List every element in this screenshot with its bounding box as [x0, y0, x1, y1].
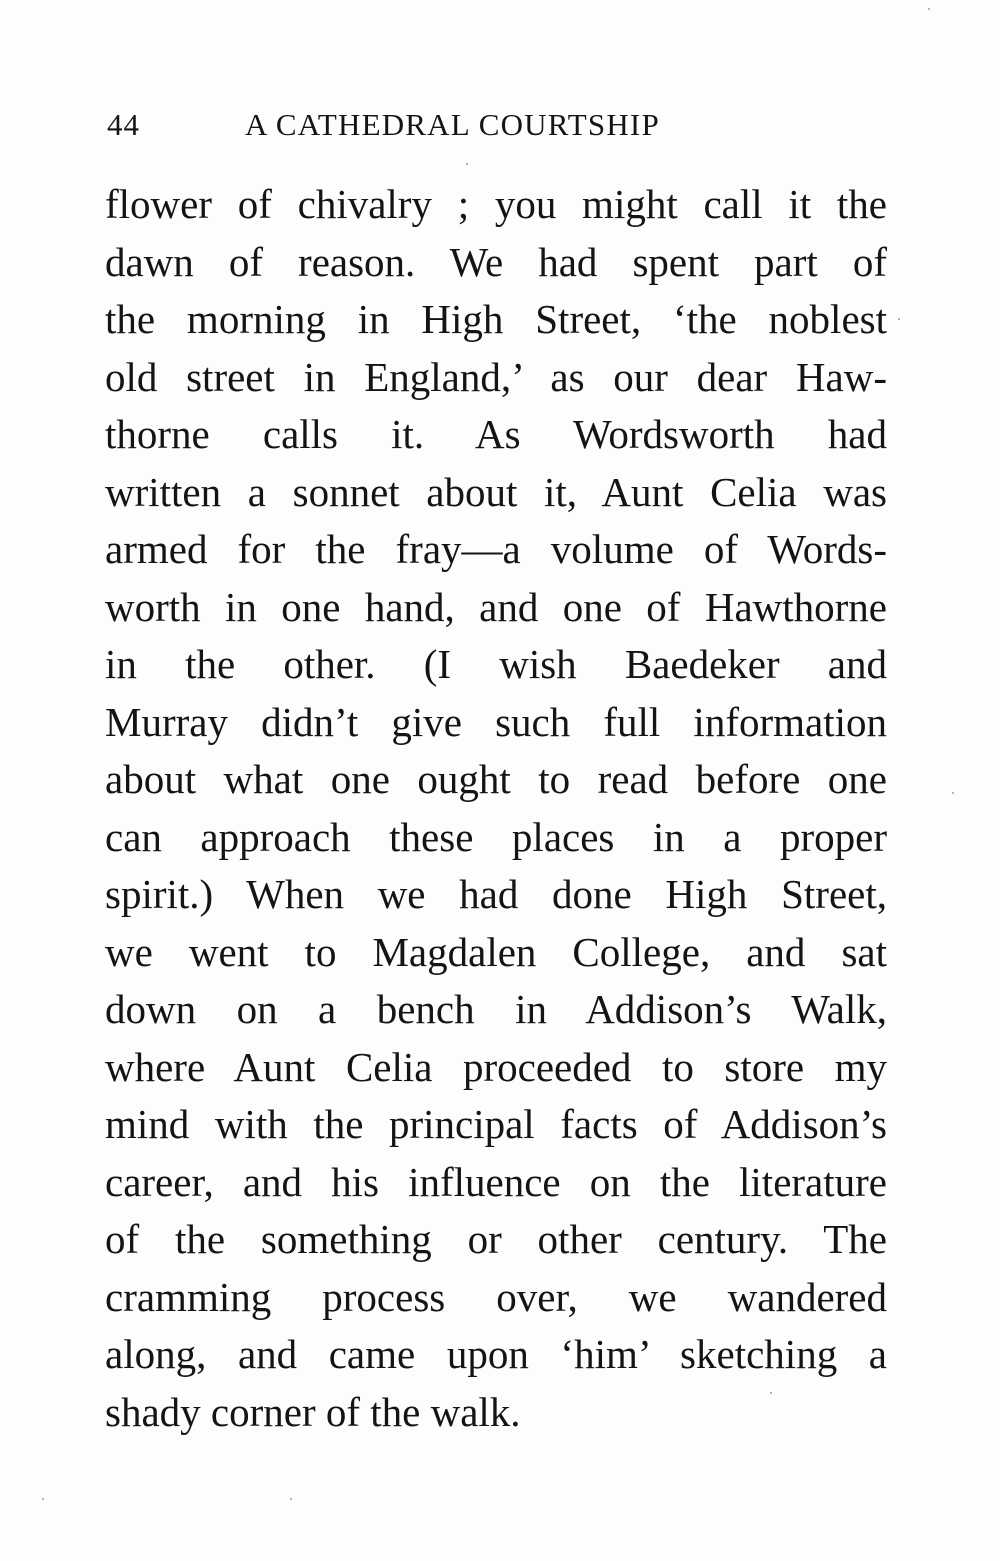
text-line: about what one ought to read before one: [105, 756, 887, 802]
text-line: spirit.) When we had done High Street,: [105, 871, 887, 917]
text-line: thorne calls it. As Wordsworth had: [105, 411, 887, 457]
text-line: of the something or other century. The: [105, 1216, 887, 1262]
running-head: [107, 100, 887, 150]
scan-speck: [928, 8, 930, 10]
scan-speck: [466, 163, 468, 165]
text-line-last: shady corner of the walk.: [105, 1388, 521, 1435]
scan-speck: [952, 792, 954, 794]
text-line: armed for the fray—a volume of Words-: [105, 526, 887, 572]
page-number: 44: [107, 107, 140, 142]
text-line: cramming process over, we wandered: [105, 1273, 887, 1320]
text-line: dawn of reason. We had spent part of: [105, 238, 887, 285]
text-line: written a sonnet about it, Aunt Celia was: [105, 468, 887, 515]
running-title: A CATHEDRAL COURTSHIP: [245, 107, 660, 142]
text-line: old street in England,’ as our dear Haw-: [105, 353, 887, 400]
text-line: Murray didn’t give such full information: [105, 698, 887, 745]
text-line: we went to Magdalen College, and sat: [105, 928, 887, 975]
text-line: along, and came upon ‘him’ sketching a: [105, 1331, 887, 1377]
text-line: flower of chivalry ; you might call it the: [105, 181, 887, 227]
text-line: worth in one hand, and one of Hawthorne: [105, 583, 887, 630]
text-line: mind with the principal facts of Addison’s: [105, 1101, 887, 1147]
body-text: [105, 176, 887, 1441]
text-line: where Aunt Celia proceeded to store my: [105, 1043, 887, 1090]
scan-speck: [290, 1498, 292, 1500]
text-line: down on a bench in Addison’s Walk,: [105, 986, 887, 1032]
text-line: the morning in High Street, ‘the noblest: [105, 296, 887, 342]
text-line: can approach these places in a proper: [105, 813, 887, 860]
scan-speck: [42, 1498, 44, 1500]
text-line: career, and his influence on the literature: [105, 1158, 887, 1205]
text-line: in the other. (I wish Baedeker and: [105, 641, 887, 687]
scan-speck: [898, 318, 900, 320]
scan-speck: [770, 1392, 772, 1394]
